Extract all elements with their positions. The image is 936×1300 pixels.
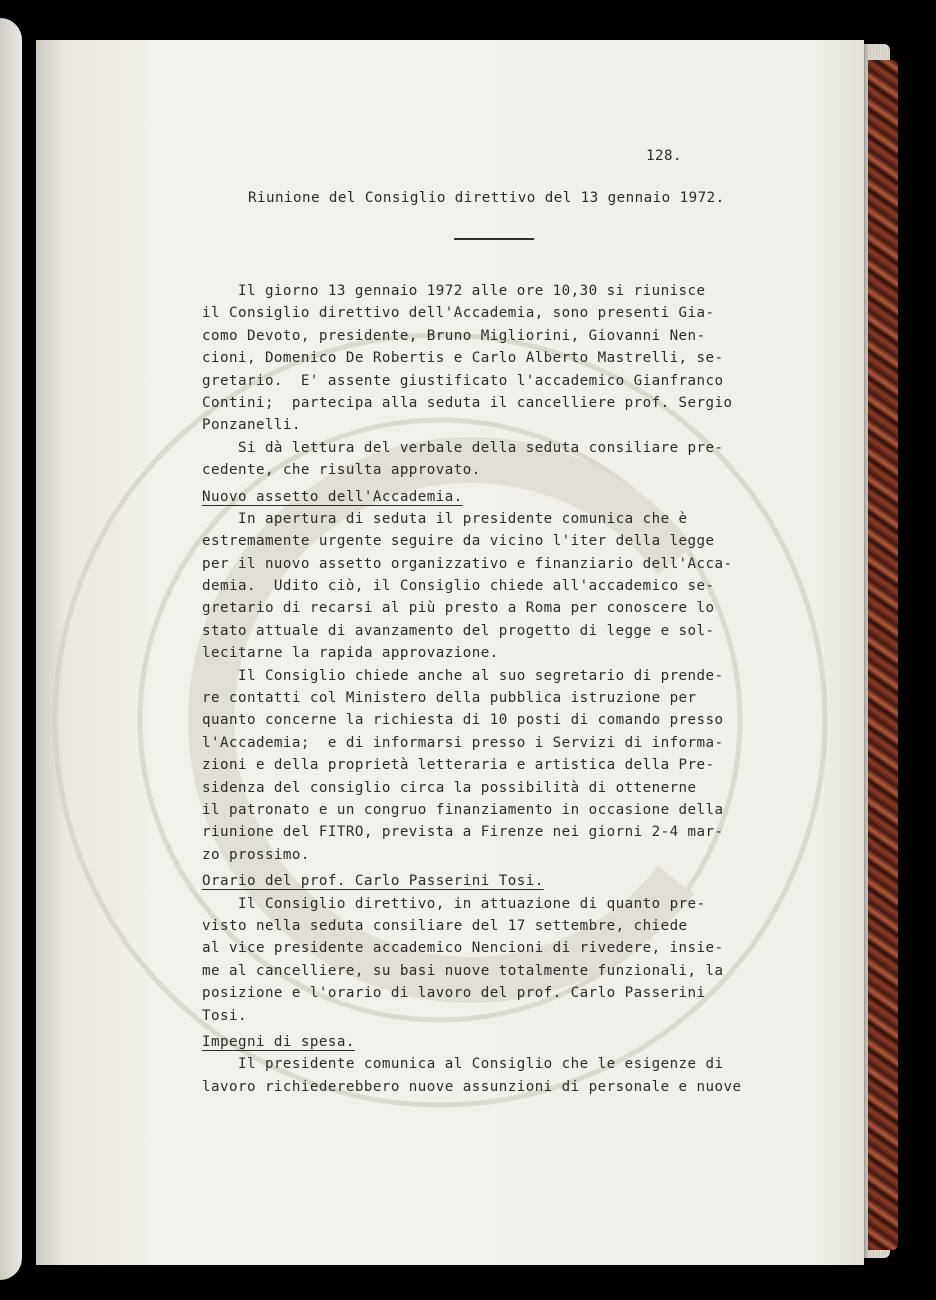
text-line: gretario. E' assente giustificato l'accademico Gianfranco (202, 372, 724, 389)
text-line: Il giorno 13 gennaio 1972 alle ore 10,30 si riunisce (202, 283, 706, 299)
paragraph (202, 665, 762, 867)
paragraph (202, 280, 762, 437)
document-body (202, 280, 762, 1098)
text-line: estremamente urgente seguire da vicino l'iter della legge (202, 533, 715, 550)
document-title: Riunione del Consiglio direttivo del 13 gennaio 1972. (248, 190, 725, 206)
text-line: riunione del FITRO, prevista a Firenze nei giorni 2-4 mar- (202, 824, 724, 841)
text-line: Il Consiglio chiede anche al suo segretario di prende- (202, 667, 724, 684)
paragraph (202, 893, 762, 1027)
text-line: posizione e l'orario di lavoro del prof. Carlo Passerini (202, 985, 706, 1002)
text-line: me al cancelliere, su basi nuove totalmente funzionali, la (202, 962, 724, 979)
text-line: al vice presidente accademico Nencioni di rivedere, insie- (202, 940, 724, 957)
text-line: l'Accademia; e di informarsi presso i Servizi di informa- (202, 734, 724, 751)
paragraph (202, 1053, 762, 1098)
text-line: In apertura di seduta il presidente comunica che è (202, 510, 688, 527)
text-line: como Devoto, presidente, Bruno Migliorini, Giovanni Nen- (202, 327, 706, 344)
text-line: Contini; partecipa alla seduta il cancelliere prof. Sergio (202, 394, 733, 411)
text-line: cioni, Domenico De Robertis e Carlo Alberto Mastrelli, se- (202, 350, 724, 367)
text-line: zo prossimo. (202, 846, 310, 863)
text-line: Il Consiglio direttivo, in attuazione di quanto pre- (202, 895, 706, 912)
text-line: il Consiglio direttivo dell'Accademia, sono presenti Gia- (202, 305, 715, 322)
text-line: Ponzanelli. (202, 417, 301, 434)
text-line: sidenza del consiglio circa la possibilità di ottenerne (202, 779, 697, 796)
paragraph (202, 437, 762, 482)
document-page (36, 40, 864, 1265)
text-line: stato attuale di avanzamento del progetto di legge e sol- (202, 622, 715, 639)
title-underline-rule (454, 238, 534, 240)
text-line: il patronato e un congruo finanziamento in occasione della (202, 801, 724, 818)
text-line: lavoro richiederebbero nuove assunzioni di personale e nuove (202, 1078, 742, 1095)
section-heading: Orario del prof. Carlo Passerini Tosi. (202, 873, 544, 890)
text-line: visto nella seduta consiliare del 17 settembre, chiede (202, 917, 688, 934)
text-line: gretario di recarsi al più presto a Roma per conoscere lo (202, 600, 715, 617)
text-line: lecitarne la rapida approvazione. (202, 645, 499, 662)
text-line: per il nuovo assetto organizzativo e finanziario dell'Acca- (202, 555, 733, 572)
text-line: quanto concerne la richiesta di 10 posti di comando presso (202, 712, 724, 729)
text-line: Si dà lettura del verbale della seduta consiliare pre- (202, 439, 724, 456)
paragraph (202, 508, 762, 665)
left-page-edge (0, 18, 22, 1280)
text-line: cedente, che risulta approvato. (202, 462, 481, 479)
text-line: Tosi. (202, 1007, 247, 1024)
text-line: Il presidente comunica al Consiglio che le esigenze di (202, 1056, 724, 1073)
text-line: re contatti col Ministero della pubblica istruzione per (202, 690, 697, 707)
page-number: 128. (646, 148, 682, 164)
text-line: zioni e della proprietà letteraria e artistica della Pre- (202, 757, 715, 774)
marbled-book-cover (868, 60, 898, 1250)
section-heading: Impegni di spesa. (202, 1033, 355, 1050)
text-line: demia. Udito ciò, il Consiglio chiede all'accademico se- (202, 578, 715, 595)
section-heading: Nuovo assetto dell'Accademia. (202, 488, 463, 505)
